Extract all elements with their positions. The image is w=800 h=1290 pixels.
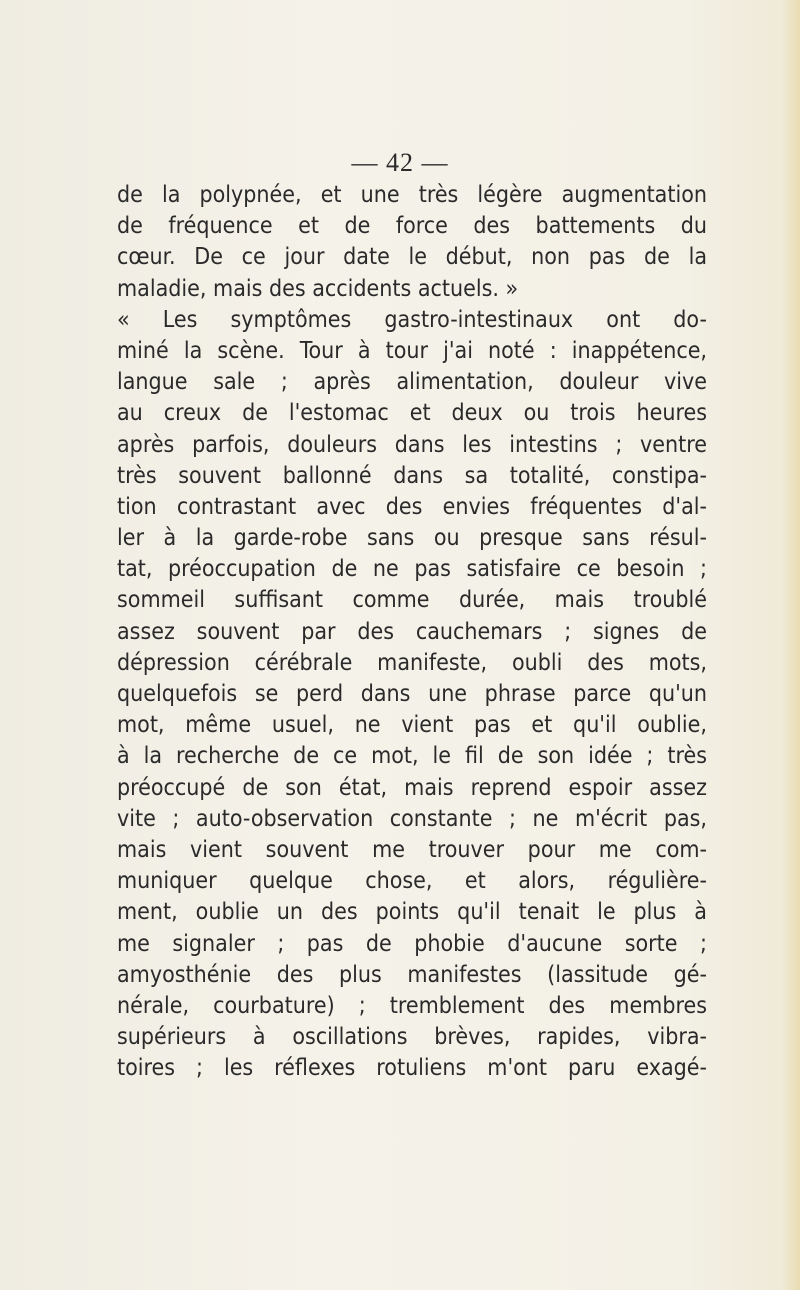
text-line: muniquer quelque chose, et alors, régulière- (117, 868, 707, 895)
text-line: langue sale ; après alimentation, douleur vive (117, 369, 707, 396)
page-number: — 42 — (351, 148, 449, 177)
text-line: tion contrastant avec des envies fréquentes d'al- (117, 493, 707, 520)
text-line: après parfois, douleurs dans les intestins ; ventre (117, 431, 707, 458)
text-line: au creux de l'estomac et deux ou trois heures (117, 400, 707, 427)
text-line: quelquefois se perd dans une phrase parce qu'un (117, 681, 707, 707)
text-line: ment, oublie un des points qu'il tenait le plus à (117, 899, 707, 926)
text-line: cœur. De ce jour date le début, non pas de la (117, 244, 707, 271)
text-line: « Les symptômes gastro-intestinaux ont do- (117, 306, 707, 333)
text-line: très souvent ballonné dans sa totalité, constipa- (117, 462, 707, 489)
text-line: miné la scène. Tour à tour j'ai noté : inappétence, (117, 337, 707, 364)
text-line: maladie, mais des accidents actuels. » (117, 275, 519, 302)
text-line: de la polypnée, et une très légère augmentation (117, 182, 707, 208)
text-line: supérieurs à oscillations brèves, rapides, vibra- (117, 1024, 707, 1051)
body-text (117, 180, 707, 1084)
text-line: toires ; les réflexes rotuliens m'ont paru exagé- (117, 1055, 707, 1082)
text-line: à la recherche de ce mot, le fil de son idée ; très (117, 743, 707, 770)
text-line: tat, préoccupation de ne pas satisfaire ce besoin ; (117, 556, 707, 583)
text-line: sommeil suffisant comme durée, mais troublé (117, 587, 707, 614)
text-line: ler à la garde-robe sans ou presque sans résul- (117, 525, 707, 552)
text-line: nérale, courbature) ; tremblement des membres (117, 992, 707, 1019)
text-line: mais vient souvent me trouver pour me com- (117, 836, 707, 863)
text-line: vite ; auto-observation constante ; ne m'écrit pas, (117, 805, 707, 832)
text-line: préoccupé de son état, mais reprend espoir assez (117, 774, 707, 801)
text-line: dépression cérébrale manifeste, oubli des mots, (117, 649, 707, 676)
text-line: amyosthénie des plus manifestes (lassitude gé- (117, 961, 707, 988)
text-line: mot, même usuel, ne vient pas et qu'il oublie, (117, 712, 707, 739)
text-line: me signaler ; pas de phobie d'aucune sorte ; (117, 930, 707, 957)
text-line: de fréquence et de force des battements du (117, 213, 707, 240)
text-line: assez souvent par des cauchemars ; signes de (117, 618, 707, 645)
page-edge-shading (782, 0, 800, 1290)
